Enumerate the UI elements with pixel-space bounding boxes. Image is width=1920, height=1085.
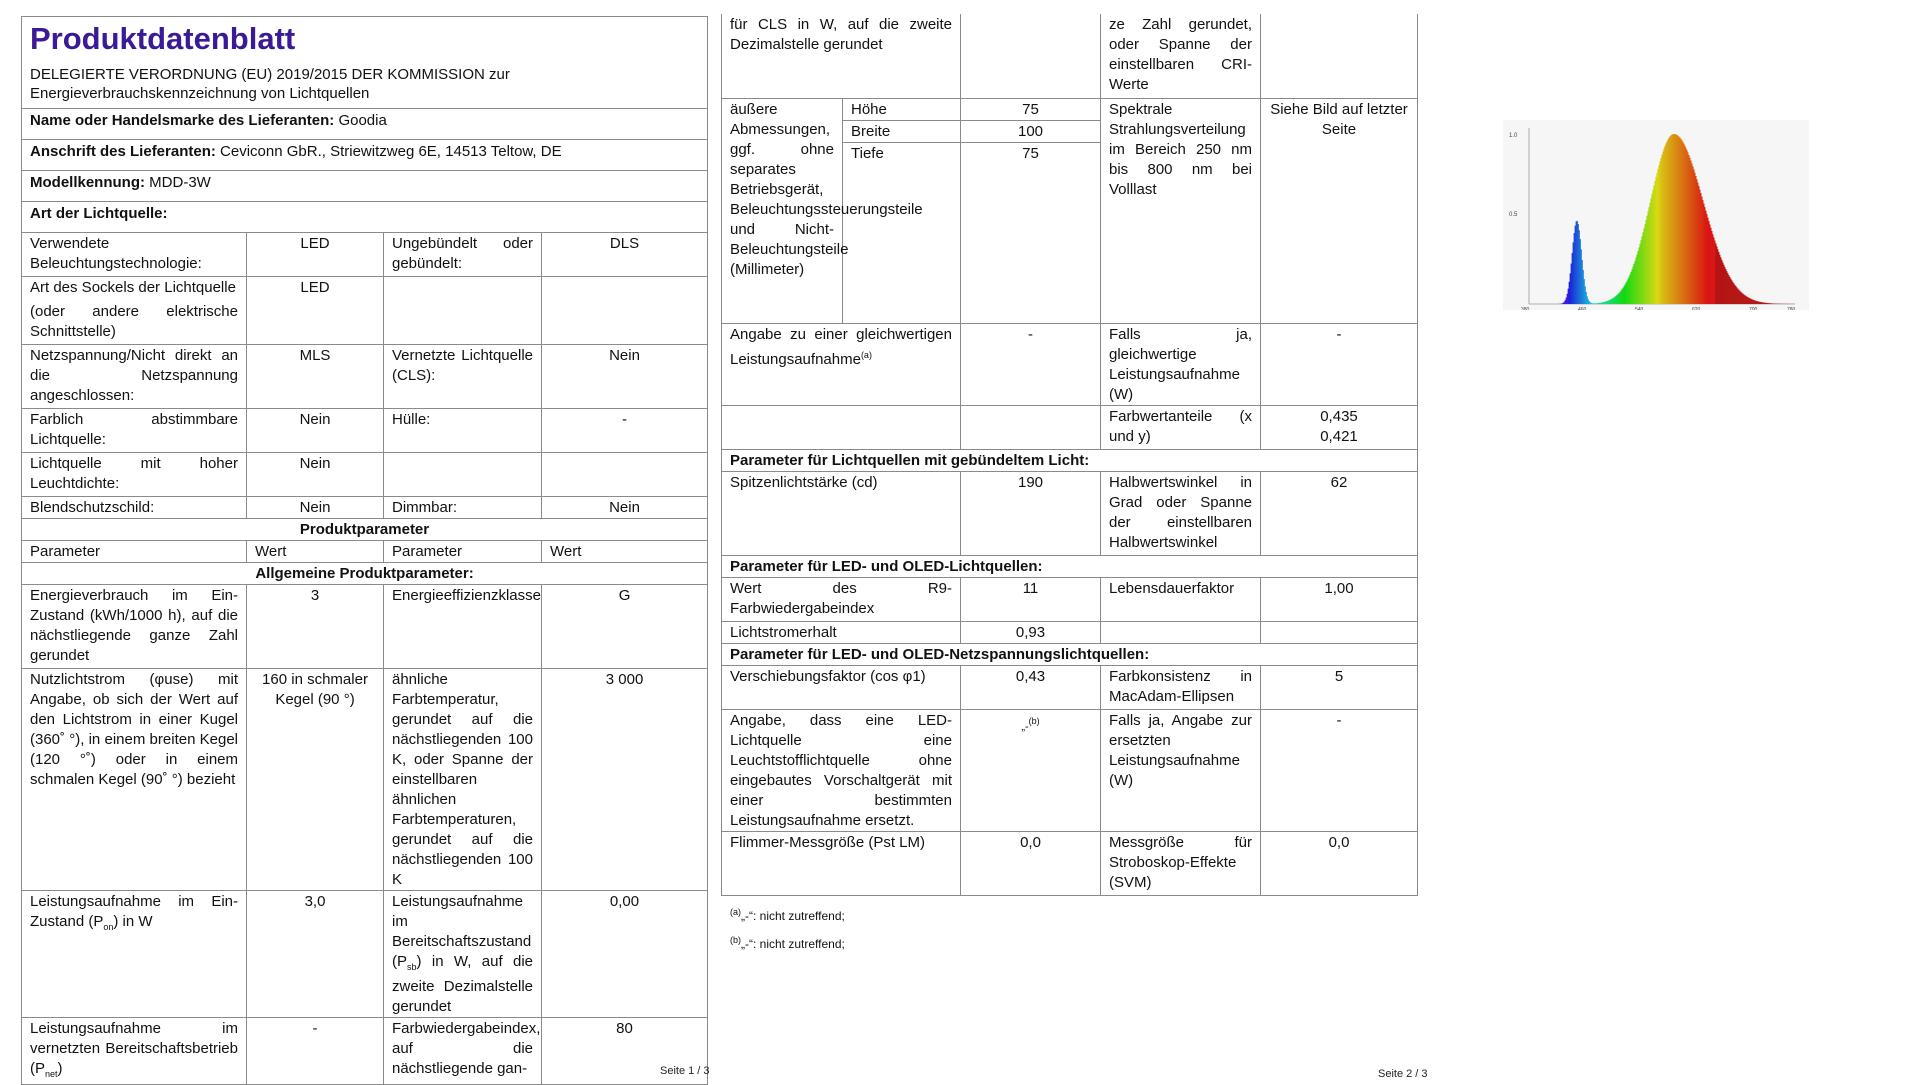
supplier-name: Goodia bbox=[338, 112, 387, 129]
tunable-value: Nein bbox=[247, 409, 384, 453]
fluorescent-replacement-value: „-$^{(b)}$ bbox=[961, 709, 1101, 831]
equivalent-power-w-label: Falls ja, gleichwertige Leistungsaufnahme (W) bbox=[1101, 323, 1261, 405]
depth-value: 75 bbox=[961, 142, 1101, 323]
spectrum-chart-image bbox=[1503, 120, 1809, 310]
model-row: Modellkennung: MDD-3W bbox=[22, 171, 708, 202]
psb-label: Leistungsaufnahme im Bereitschaftszustand $(P_{sb})$ in W, auf die zweite Dezimalstelle gerundet bbox=[384, 891, 542, 1018]
high-luminance-label: Lichtquelle mit hoher Leuchtdichte: bbox=[22, 453, 247, 497]
width-label: Breite bbox=[843, 120, 961, 142]
equivalent-power-value: - bbox=[961, 323, 1101, 405]
survival-factor-value: 1,00 bbox=[1261, 577, 1418, 621]
cri-continued: ze Zahl gerundet, oder Spanne der einstellbaren CRI-Werte bbox=[1101, 14, 1261, 98]
high-luminance-value: Nein bbox=[247, 453, 384, 497]
spectrum-x-tick-6: 780 bbox=[1787, 307, 1796, 310]
cap-value: LED bbox=[247, 277, 384, 345]
displacement-factor-label: Verschiebungsfaktor (cos φ1) bbox=[722, 665, 961, 709]
flicker-label: Flimmer-Messgröße (Pst LM) bbox=[722, 831, 961, 895]
page-number-2: Seite 2 / 3 bbox=[1378, 1068, 1428, 1080]
colour-consistency-label: Farbkonsistenz in MacAdam-Ellipsen bbox=[1101, 665, 1261, 709]
spectrum-y-tick-2: 0.5 bbox=[1509, 212, 1518, 218]
equivalent-power-w-value: - bbox=[1261, 323, 1418, 405]
spectral-distribution-label: Spektrale Strahlungsverteilung im Bereich 250 nm bis 800 nm bei Volllast bbox=[1101, 98, 1261, 323]
page-number-1: Seite 1 / 3 bbox=[660, 1065, 710, 1077]
r9-label: Wert des R9-Farbwiedergabeindex bbox=[722, 577, 961, 621]
cls-value: Nein bbox=[542, 345, 708, 409]
spectral-distribution-value: Siehe Bild auf letzter Seite bbox=[1261, 98, 1418, 323]
height-value: 75 bbox=[961, 98, 1101, 120]
spectrum-chart bbox=[1503, 120, 1809, 310]
height-label: Höhe bbox=[843, 98, 961, 120]
replaced-power-value: - bbox=[1261, 709, 1418, 831]
col-header-value: Wert bbox=[247, 541, 384, 563]
luminous-flux-value: 160 in schmaler Kegel (90 °) bbox=[247, 669, 384, 891]
equivalent-power-label: Angabe zu einer gleichwertigen Leistungsaufnahme$^{(a)}$ bbox=[722, 323, 961, 405]
footnotes bbox=[721, 900, 1417, 956]
cri-label: Farbwiedergabeindex, auf die nächstliegende gan- bbox=[384, 1018, 542, 1085]
model-id: MDD-3W bbox=[149, 174, 211, 191]
product-datasheet-table-1 bbox=[21, 16, 708, 1085]
pon-label: Leistungsaufnahme im Ein-Zustand $(P_{on})$ in W bbox=[22, 891, 247, 1018]
stroboscopic-label: Messgröße für Stroboskop-Effekte (SVM) bbox=[1101, 831, 1261, 895]
lumen-maintenance-value: 0,93 bbox=[961, 621, 1101, 643]
pnet-label: Leistungsaufnahme im vernetzten Bereitschaftsbetrieb $(P_{net})$ bbox=[22, 1018, 247, 1085]
luminous-flux-label: Nutzlichtstrom (φuse) mit Angabe, ob sich der Wert auf den Lichtstrom in einer Kugel (360˚ °), in einem breiten Kegel (120 °˚) oder in einem schmalen Kegel (90˚ °) bezieht bbox=[22, 669, 247, 891]
flicker-value: 0,0 bbox=[961, 831, 1101, 895]
width-value: 100 bbox=[961, 120, 1101, 142]
efficiency-class-label: Energieeffizienzklasse bbox=[384, 585, 542, 669]
pon-value: 3,0 bbox=[247, 891, 384, 1018]
cct-label: ähnliche Farbtemperatur, gerundet auf die nächstliegenden 100 K, oder Spanne der einstellbaren ähnlichen Farbtemperaturen, gerundet auf die nächstliegenden 100 K bbox=[384, 669, 542, 891]
datasheet-page-1 bbox=[21, 16, 707, 1085]
technology-label: Verwendete Beleuchtungstechnologie: bbox=[22, 233, 247, 277]
page-title: Produktdatenblatt bbox=[30, 21, 296, 56]
tunable-label: Farblich abstimmbare Lichtquelle: bbox=[22, 409, 247, 453]
pnet-continued: für CLS in W, auf die zweite Dezimalstelle gerundet bbox=[722, 14, 961, 98]
peak-intensity-label: Spitzenlichtstärke (cd) bbox=[722, 471, 961, 555]
chromaticity-label: Farbwertanteile (x und y) bbox=[1101, 405, 1261, 449]
lumen-maintenance-label: Lichtstromerhalt bbox=[722, 621, 961, 643]
survival-factor-label: Lebensdauerfaktor bbox=[1101, 577, 1261, 621]
mains-value: MLS bbox=[247, 345, 384, 409]
light-source-type-heading: Art der Lichtquelle: bbox=[22, 202, 708, 233]
mains-label: Netzspannung/Nicht direkt an die Netzspannung angeschlossen: bbox=[22, 345, 247, 409]
depth-label: Tiefe bbox=[843, 142, 961, 323]
glare-label: Blendschutzschild: bbox=[22, 497, 247, 519]
footnote-a: $^{(a)}$„-“: nicht zutreffend; bbox=[730, 906, 845, 923]
cap-label: Art des Sockels der Lichtquelle (oder andere elektrische Schnittstelle) bbox=[22, 277, 247, 345]
chromaticity-value: 0,435 0,421 bbox=[1261, 405, 1418, 449]
supplier-address: Ceviconn GbR., Striewitzweg 6E, 14513 Teltow, DE bbox=[220, 143, 562, 160]
cls-label: Vernetzte Lichtquelle (CLS): bbox=[384, 345, 542, 409]
supplier-name-row: Name oder Handelsmarke des Lieferanten: Goodia bbox=[22, 109, 708, 140]
spectrum-x-tick-1: 380 bbox=[1521, 307, 1530, 310]
colour-consistency-value: 5 bbox=[1261, 665, 1418, 709]
stroboscopic-value: 0,0 bbox=[1261, 831, 1418, 895]
supplier-address-row: Anschrift des Lieferanten: Ceviconn GbR., Striewitzweg 6E, 14513 Teltow, DE bbox=[22, 140, 708, 171]
psb-value: 0,00 bbox=[542, 891, 708, 1018]
cri-value: 80 bbox=[542, 1018, 708, 1085]
spectrum-bars bbox=[1542, 134, 1794, 304]
spectrum-x-tick-4: 620 bbox=[1692, 307, 1701, 310]
replaced-power-label: Falls ja, Angabe zur ersetzten Leistungsaufnahme (W) bbox=[1101, 709, 1261, 831]
footnote-b: $^{(b)}$„-“: nicht zutreffend; bbox=[730, 934, 845, 951]
spectrum-x-tick-5: 700 bbox=[1749, 307, 1758, 310]
dimensions-label: äußere Abmessungen, ggf. ohne separates Betriebsgerät, Beleuchtungssteuerungsteile und Nicht-Beleuchtungsteile (Millimeter) bbox=[722, 98, 843, 323]
bundled-label: Ungebündelt oder gebündelt: bbox=[384, 233, 542, 277]
led-mains-heading: Parameter für LED- und OLED-Netzspannungslichtquellen: bbox=[722, 643, 1418, 665]
directional-heading: Parameter für Lichtquellen mit gebündeltem Licht: bbox=[722, 449, 1418, 471]
technology-value: LED bbox=[247, 233, 384, 277]
dimmable-label: Dimmbar: bbox=[384, 497, 542, 519]
bundled-value: DLS bbox=[542, 233, 708, 277]
r9-value: 11 bbox=[961, 577, 1101, 621]
dimmable-value: Nein bbox=[542, 497, 708, 519]
col-header-parameter: Parameter bbox=[22, 541, 247, 563]
efficiency-class-value: G bbox=[542, 585, 708, 669]
col-header-value-2: Wert bbox=[542, 541, 708, 563]
product-params-heading: Produktparameter bbox=[22, 519, 708, 541]
led-heading: Parameter für LED- und OLED-Lichtquellen: bbox=[722, 555, 1418, 577]
cct-value: 3 000 bbox=[542, 669, 708, 891]
beam-angle-label: Halbwertswinkel in Grad oder Spanne der einstellbaren Halbwertswinkel bbox=[1101, 471, 1261, 555]
spectrum-x-tick-2: 460 bbox=[1578, 307, 1587, 310]
pnet-value: - bbox=[247, 1018, 384, 1085]
product-datasheet-table-2 bbox=[721, 14, 1418, 896]
col-header-parameter-2: Parameter bbox=[384, 541, 542, 563]
glare-value: Nein bbox=[247, 497, 384, 519]
regulation-text: DELEGIERTE VERORDNUNG (EU) 2019/2015 DER KOMMISSION zur Energieverbrauchskennzeichnung von Lichtquellen bbox=[30, 66, 510, 102]
fluorescent-replacement-label: Angabe, dass eine LED-Lichtquelle eine Leuchtstofflichtquelle ohne eingebautes Vorschaltgerät mit einer bestimmten Leistungsaufnahme ersetzt. bbox=[722, 709, 961, 831]
datasheet-page-2 bbox=[721, 14, 1417, 956]
spectrum-y-tick-1: 1.0 bbox=[1509, 133, 1518, 139]
displacement-factor-value: 0,43 bbox=[961, 665, 1101, 709]
energy-consumption-label: Energieverbrauch im Ein-Zustand (kWh/1000 h), auf die nächstliegende ganze Zahl gerundet bbox=[22, 585, 247, 669]
general-params-heading: Allgemeine Produktparameter: bbox=[22, 563, 708, 585]
spectrum-x-tick-3: 540 bbox=[1635, 307, 1644, 310]
envelope-value: - bbox=[542, 409, 708, 453]
peak-intensity-value: 190 bbox=[961, 471, 1101, 555]
energy-consumption-value: 3 bbox=[247, 585, 384, 669]
envelope-label: Hülle: bbox=[384, 409, 542, 453]
beam-angle-value: 62 bbox=[1261, 471, 1418, 555]
